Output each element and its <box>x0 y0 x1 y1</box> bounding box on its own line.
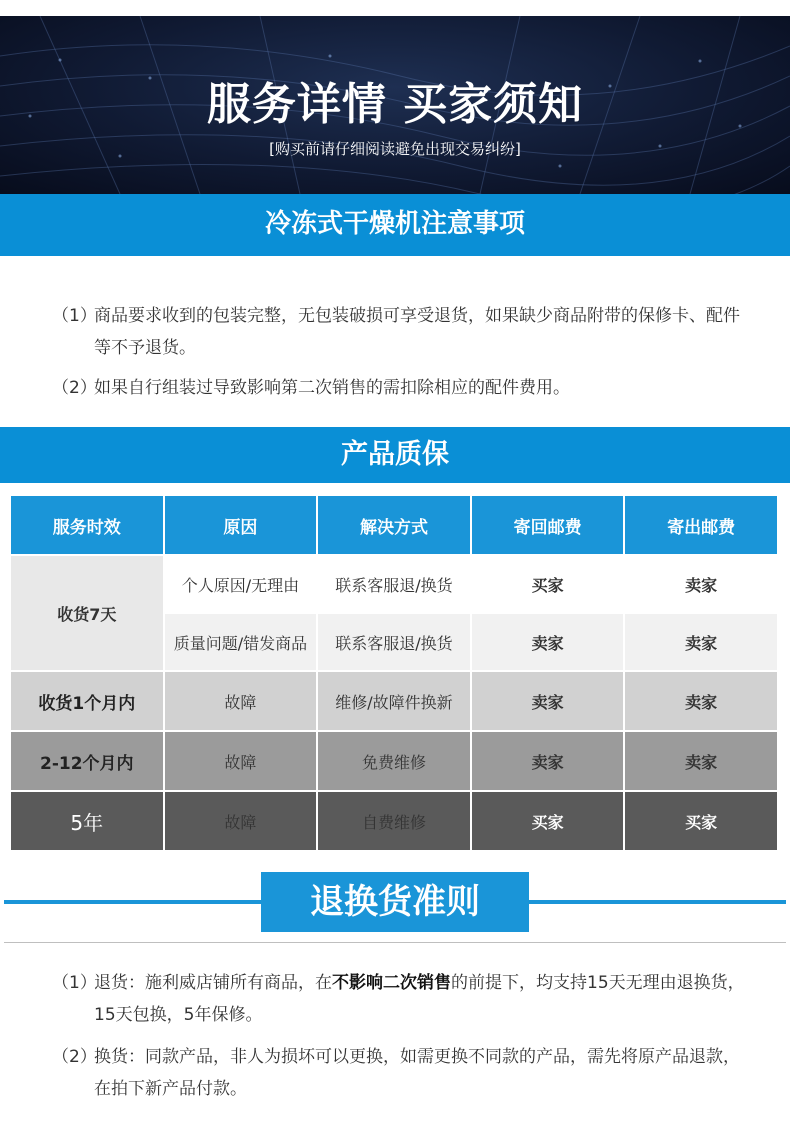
solution-cell: 免费维修 <box>318 732 470 790</box>
table-row <box>11 792 777 850</box>
return-fee-cell: 买家 <box>472 792 624 850</box>
period-cell: 2-12个月内 <box>11 732 163 790</box>
freeze-dryer-notes <box>52 300 752 404</box>
solution-cell: 联系客服退/换货 <box>318 556 470 612</box>
reason-cell: 个人原因/无理由 <box>165 556 317 612</box>
note-text: 换货：同款产品，非人为损坏可以更换，如需更换不同款的产品，需先将原产品退款，在拍下新产品付款。 <box>94 1047 740 1099</box>
note-number: （2） <box>52 378 97 398</box>
note-number: （1） <box>52 973 97 993</box>
period-cell: 5年 <box>11 792 163 850</box>
return-fee-cell: 卖家 <box>472 672 624 730</box>
divider-line <box>4 942 786 943</box>
table-row <box>11 556 777 612</box>
table-row <box>11 732 777 790</box>
reason-cell: 故障 <box>165 672 317 730</box>
period-cell: 收货1个月内 <box>11 672 163 730</box>
solution-cell: 自费维修 <box>318 792 470 850</box>
warranty-table <box>9 494 779 852</box>
send-fee-cell: 卖家 <box>625 556 777 612</box>
return-fee-cell: 买家 <box>472 556 624 612</box>
note-text: 如果自行组装过导致影响第二次销售的需扣除相应的配件费用。 <box>94 378 570 398</box>
column-header: 服务时效 <box>11 496 163 554</box>
reason-cell: 故障 <box>165 792 317 850</box>
solution-cell: 联系客服退/换货 <box>318 614 470 670</box>
note-emphasis: 不影响二次销售 <box>332 973 451 993</box>
period-cell: 收货7天 <box>11 556 163 670</box>
return-rules-notes <box>52 967 752 1105</box>
send-fee-cell: 卖家 <box>625 614 777 670</box>
note-number: （1） <box>52 306 97 326</box>
note-item <box>52 300 752 364</box>
column-header: 原因 <box>165 496 317 554</box>
reason-cell: 质量问题/错发商品 <box>165 614 317 670</box>
note-text-prefix: 退货：施利威店铺所有商品，在 <box>94 973 332 993</box>
page-subtitle: [购买前请仔细阅读避免出现交易纠纷] <box>269 140 521 158</box>
note-item <box>52 372 752 404</box>
table-row <box>11 672 777 730</box>
page-title: 服务详情 买家须知 <box>206 79 584 130</box>
solution-cell: 维修/故障件换新 <box>318 672 470 730</box>
hero-banner <box>0 16 790 194</box>
send-fee-cell: 卖家 <box>625 672 777 730</box>
send-fee-cell: 买家 <box>625 792 777 850</box>
reason-cell: 故障 <box>165 732 317 790</box>
note-item <box>52 1041 752 1105</box>
return-fee-cell: 卖家 <box>472 732 624 790</box>
column-header: 解决方式 <box>318 496 470 554</box>
note-number: （2） <box>52 1047 97 1067</box>
section-header-rules <box>0 872 790 942</box>
section-title-rules: 退换货准则 <box>261 872 529 932</box>
table-header-row <box>11 496 777 554</box>
note-text: 商品要求收到的包装完整，无包装破损可享受退货，如果缺少商品附带的保修卡、配件等不予退货。 <box>94 306 740 358</box>
column-header: 寄出邮费 <box>625 496 777 554</box>
section-title-freeze-dryer: 冷冻式干燥机注意事项 <box>0 194 790 256</box>
section-title-quality: 产品质保 <box>0 427 790 483</box>
column-header: 寄回邮费 <box>472 496 624 554</box>
return-fee-cell: 卖家 <box>472 614 624 670</box>
note-text-suffix: 的前提下，均支持15天无理由退换货，15天包换，5年保修。 <box>94 973 745 1025</box>
note-item <box>52 967 752 1031</box>
send-fee-cell: 卖家 <box>625 732 777 790</box>
